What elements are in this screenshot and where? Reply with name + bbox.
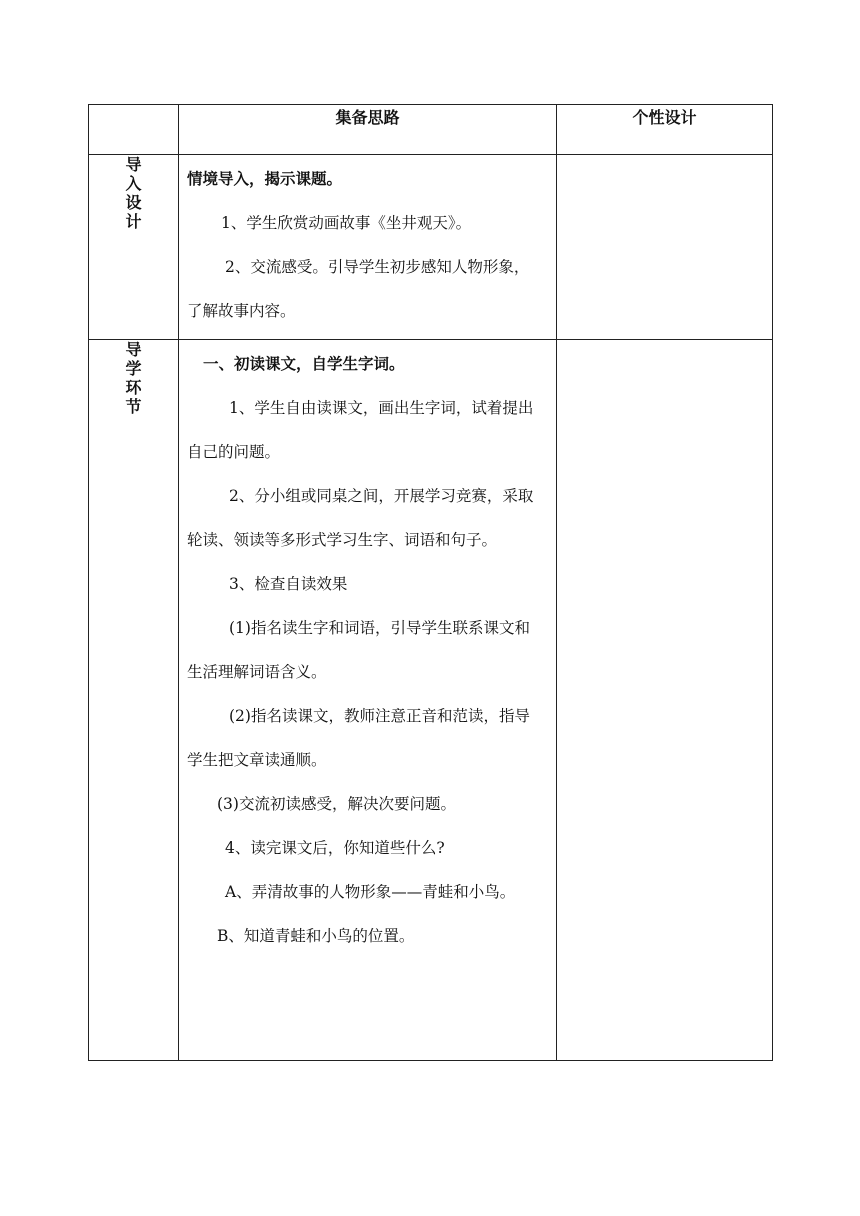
- intro-title: 情境导入，揭示课题。: [187, 170, 343, 188]
- guide-row: [89, 340, 773, 1061]
- lesson-plan-table: [88, 104, 773, 1061]
- intro-row: [89, 155, 773, 340]
- guide-line-1: 1、学生自由读课文，画出生字词，试着提出自己的问题。: [187, 399, 534, 461]
- guide-line-7: 4、读完课文后，你知道些什么?: [225, 839, 445, 857]
- guide-title: 一、初读课文，自学生字词。: [203, 355, 405, 373]
- intro-label: 导入设计: [125, 155, 142, 231]
- intro-personal-cell: [557, 155, 773, 340]
- intro-line-1: 1、学生欣赏动画故事《坐井观天》。: [221, 214, 472, 232]
- header-personal-design-column: 个性设计: [557, 105, 773, 155]
- header-row: [89, 105, 773, 155]
- header-empty-cell: [89, 105, 179, 155]
- intro-label-cell: [89, 155, 179, 340]
- guide-label-cell: [89, 340, 179, 1061]
- guide-personal-cell: [557, 340, 773, 1061]
- guide-line-6: (3)交流初读感受，解决次要问题。: [217, 795, 456, 813]
- guide-line-8: A、弄清故事的人物形象——青蛙和小鸟。: [225, 883, 516, 901]
- guide-line-2: 2、分小组或同桌之间，开展学习竞赛，采取轮读、领读等多形式学习生字、词语和句子。: [187, 487, 534, 549]
- header-main-column: 集备思路: [179, 105, 557, 155]
- guide-line-3: 3、检查自读效果: [229, 575, 348, 593]
- guide-label: 导学环节: [125, 340, 142, 416]
- guide-line-9: B、知道青蛙和小鸟的位置。: [217, 927, 415, 945]
- guide-content-cell: [179, 340, 557, 1061]
- intro-content-cell: [179, 155, 557, 340]
- guide-line-4: (1)指名读生字和词语，引导学生联系课文和生活理解词语含义。: [187, 619, 530, 681]
- intro-line-2: 2、交流感受。引导学生初步感知人物形象，了解故事内容。: [187, 258, 530, 320]
- guide-line-5: (2)指名读课文，教师注意正音和范读，指导学生把文章读通顺。: [187, 707, 530, 769]
